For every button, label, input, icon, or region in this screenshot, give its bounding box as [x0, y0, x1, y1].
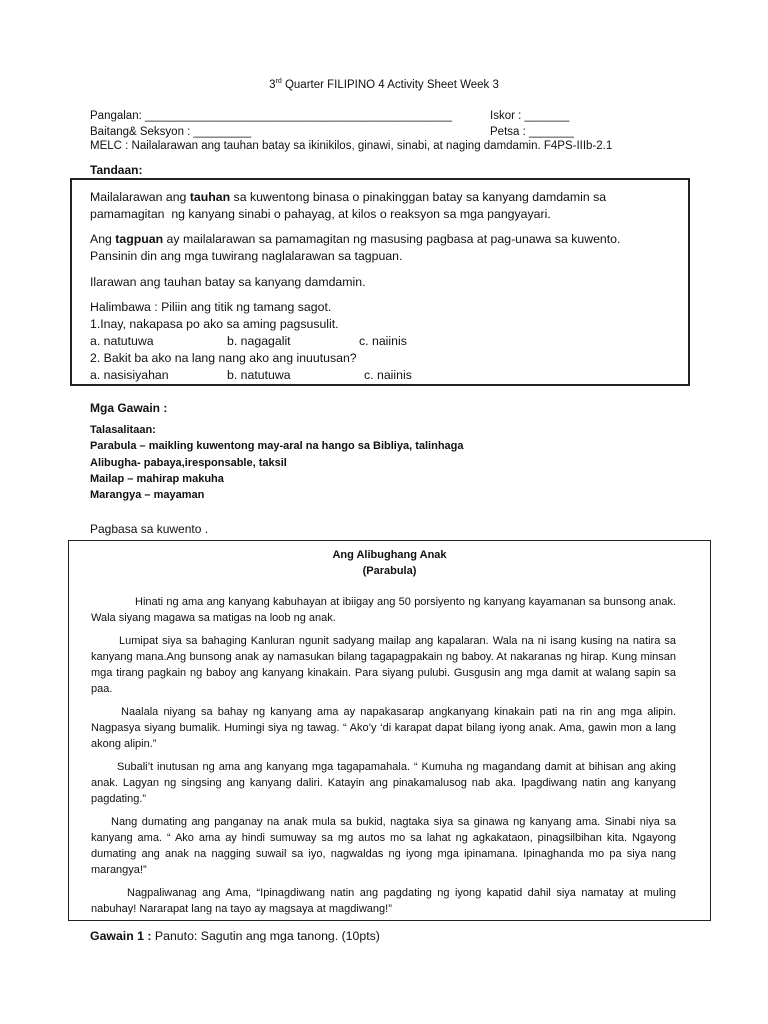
grade-section-field: Baitang& Seksyon : _________ [90, 126, 252, 138]
melc-text: MELC : Nailalarawan ang tauhan batay sa ikinikilos, ginawi, sinabi, at naging damdamin. F4PS-IIIb-2.1 [90, 140, 613, 152]
tandaan-paragraph-2: Ang tagpuan ay mailalarawan sa pamamagitan ng masusing pagbasa at pag-unawa sa kuwento. [90, 232, 621, 246]
gawain-heading: Mga Gawain : [90, 401, 168, 415]
name-field: Pangalan: ________________________________________________ [90, 110, 452, 122]
example-q1-choice-c: c. naiinis [359, 334, 407, 348]
example-q1-choice-a: a. natutuwa [90, 334, 154, 348]
example-question-1: 1.Inay, nakapasa po ako sa aming pagsusulit. [90, 317, 339, 331]
example-intro: Halimbawa : Piliin ang titik ng tamang sagot. [90, 300, 332, 314]
example-q2-choice-c: c. naiinis [364, 368, 412, 382]
tandaan-heading: Tandaan: [90, 163, 143, 177]
example-q1-choice-b: b. nagagalit [227, 334, 291, 348]
story-paragraph-3: Naalala niyang sa bahay ng kanyang ama ay napakasarap angkanyang kinakain pati na rin ang mga alipin. Nagpasya siyang bumalik. Humingi siya ng tawag. “ Ako’y ‘di karapat dapat bilang iyong anak. Ama, gawin mon a lang akong alipin.” [91, 706, 676, 750]
story-subtitle: (Parabula) [362, 565, 417, 577]
story-paragraph-1: Hinati ng ama ang kanyang kabuhayan at ibiigay ang 50 porsiyento ng kanyang kayamanan sa bunsong anak. Wala siyang magawa sa matigas na loob ng anak. [91, 596, 676, 624]
tandaan-box [70, 178, 690, 386]
story-box [68, 540, 711, 921]
example-question-2: 2. Bakit ba ako na lang nang ako ang inuutusan? [90, 351, 357, 365]
tandaan-paragraph-1-line2: pamamagitan ng kanyang sinabi o pahayag, at kilos o reaksyon sa mga pangyayari. [90, 207, 551, 221]
example-q2-choice-b: b. natutuwa [227, 368, 291, 382]
page-title: 3rd Quarter FILIPINO 4 Activity Sheet Week 3 [269, 78, 499, 91]
tandaan-paragraph-1: Mailalarawan ang tauhan sa kuwentong binasa o pinakinggan batay sa kanyang damdamin sa [90, 190, 607, 204]
gawain1-instruction: Gawain 1 : Panuto: Sagutin ang mga tanong. (10pts) [90, 929, 380, 943]
tandaan-paragraph-3: Ilarawan ang tauhan batay sa kanyang damdamin. [90, 275, 366, 289]
story-title: Ang Alibughang Anak [332, 549, 447, 561]
pagbasa-label: Pagbasa sa kuwento . [90, 522, 209, 536]
story-paragraph-6: Nagpaliwanag ang Ama, “Ipinagdiwang natin ang pagdating ng iyong kapatid dahil siya namatay at muling nabuhay! Nararapat lang na tayo ay magsaya at magdiwang!” [91, 887, 676, 915]
vocab-alibugha: Alibugha- pabaya,iresponsable, taksil [90, 457, 287, 469]
example-q2-choice-a: a. nasisiyahan [90, 368, 169, 382]
score-field: Iskor : _______ [490, 110, 570, 122]
talasalitaan-heading: Talasalitaan: [90, 424, 156, 436]
vocab-marangya: Marangya – mayaman [90, 489, 205, 501]
story-paragraph-4: Subali’t inutusan ng ama ang kanyang mga tagapamahala. “ Kumuha ng magandang damit at bihisan ang aking anak. Lagyan ng singsing ang kanyang daliri. Katayin ang pinakamalusog nab aka. Ipagdiwang natin ang kanyang pagdating.” [91, 761, 676, 805]
tandaan-paragraph-2-line2: Pansinin din ang mga tuwirang naglalarawan sa tagpuan. [90, 249, 403, 263]
story-paragraph-2: Lumipat siya sa bahaging Kanluran ngunit sadyang mailap ang kapalaran. Wala na ni isang kusing na natira sa kanyang mana.Ang bunsong anak ay namasukan bilang tagapagpakain ng baboy. At nakaranas ng hirap. Kung minsan mga tirang pagkain ng baboy ang kanyang kinakain. Para siyang pulubi. Gusgusin ang mga damit at walang sapin sa paa. [91, 635, 676, 695]
vocab-mailap: Mailap – mahirap makuha [90, 473, 224, 485]
date-field: Petsa : _______ [490, 126, 574, 138]
vocab-parabula: Parabula – maikling kuwentong may-aral na hango sa Bibliya, talinhaga [90, 440, 464, 452]
story-paragraph-5: Nang dumating ang panganay na anak mula sa bukid, nagtaka siya sa ginawa ng kanyang ama. Sinabi niya sa kanyang ama. “ Ako ama ay hindi sumuway sa mg autos mo sa lahat ng agkakataon, pinagsilbihan kita. Ngayong dumating ang anak na nagging suwail sa iyo, nagwaldas ng iyong mga ipinamana. Ipinaghanda mo pa siya nang marangya!” [91, 816, 676, 876]
